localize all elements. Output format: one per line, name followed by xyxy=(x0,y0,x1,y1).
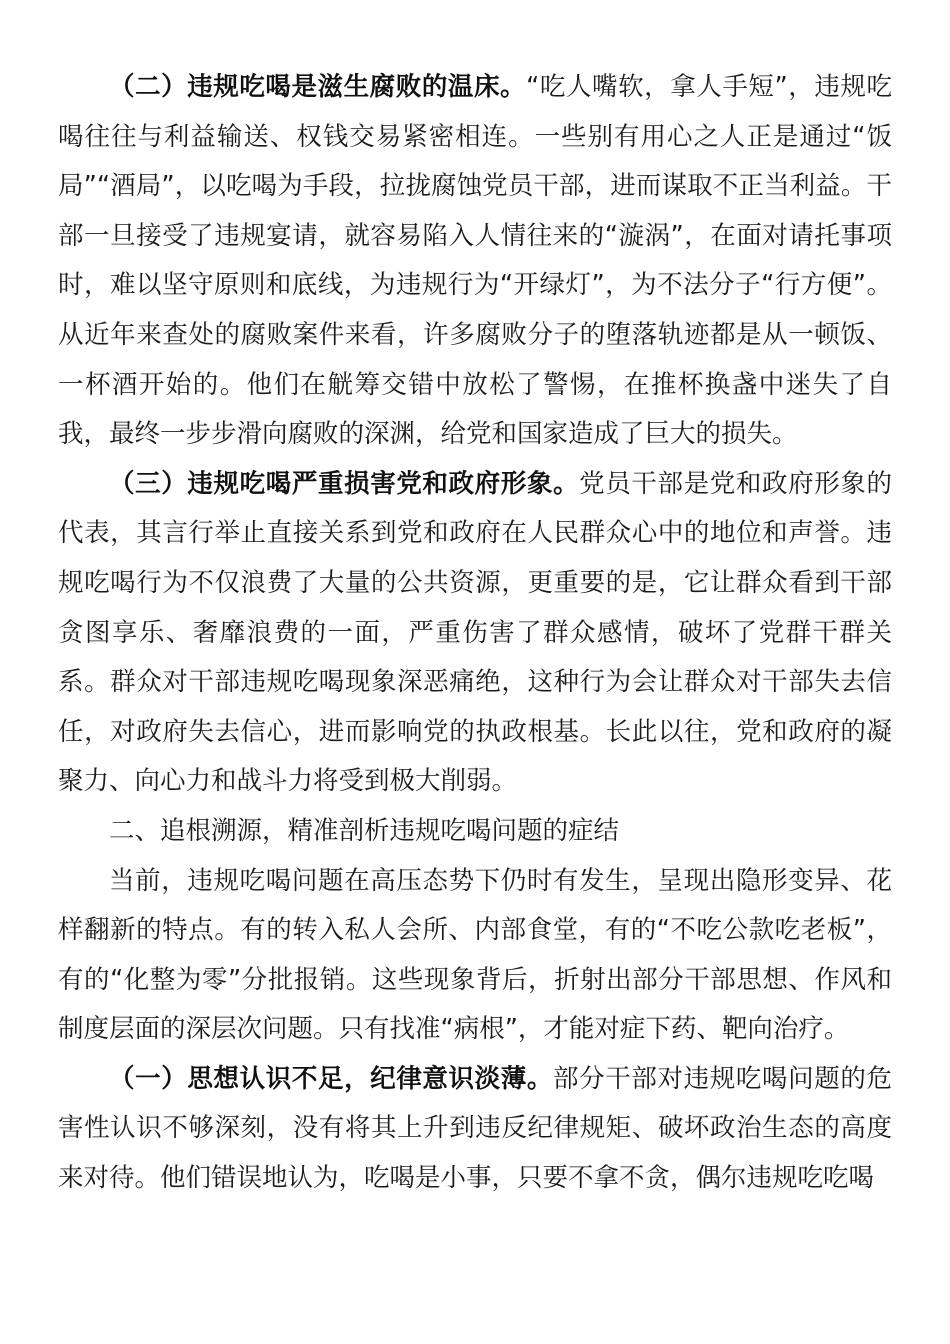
paragraph-body: 当前，违规吃喝问题在高压态势下仍时有发生，呈现出隐形变异、花样翻新的特点。有的转入私人会所、内部食堂，有的“不吃公款吃老板”，有的“化整为零”分批报销。这些现象背后，折射出部分干部思想、作风和制度层面的深层次问题。只有找准“病根”，才能对症下药、靶向治疗。 xyxy=(58,865,892,1045)
paragraph-heading: （三）违规吃喝严重损害党和政府形象。 xyxy=(109,468,580,499)
paragraph-ideological-awareness xyxy=(58,1055,892,1204)
document-page xyxy=(58,63,892,1204)
paragraph-body: “吃人嘴软，拿人手短”，违规吃喝往往与利益输送、权钱交易紧密相连。一些别有用心之人正是通过“饭局”“酒局”，以吃喝为手段，拉拢腐蚀党员干部，进而谋取不正当利益。干部一旦接受了违规宴请，就容易陷入人情往来的“漩涡”，在面对请托事项时，难以坚守原则和底线，为违规行为“开绿灯”，为不法分子“行方便”。从近年来查处的腐败案件来看，许多腐败分子的堕落轨迹都是从一顿饭、一杯酒开始的。他们在觥筹交错中放松了警惕，在推杯换盏中迷失了自我，最终一步步滑向腐败的深渊，给党和国家造成了巨大的损失。 xyxy=(58,72,892,450)
section-heading-text: 二、追根溯源，精准剖析违规吃喝问题的症结 xyxy=(109,815,620,846)
paragraph-party-image xyxy=(58,460,892,807)
paragraph-heading: （二）违规吃喝是滋生腐败的温床。 xyxy=(109,72,527,102)
paragraph-heading: （一）思想认识不足，纪律意识淡薄。 xyxy=(109,1063,554,1094)
paragraph-body: 党员干部是党和政府形象的代表，其言行举止直接关系到党和政府在人民群众心中的地位和声誉。违规吃喝行为不仅浪费了大量的公共资源，更重要的是，它让群众看到干部贪图享乐、奢靡浪费的一面，严重伤害了群众感情，破坏了党群干群关系。群众对干部违规吃喝现象深恶痛绝，这种行为会让群众对干部失去信任，对政府失去信心，进而影响党的执政根基。长此以往，党和政府的凝聚力、向心力和战斗力将受到极大削弱。 xyxy=(58,468,892,797)
section-heading-root-causes xyxy=(58,807,892,857)
paragraph-corruption-hotbed xyxy=(58,63,892,460)
paragraph-current-situation xyxy=(58,857,892,1055)
paragraph-body: 部分干部对违规吃喝问题的危害性认识不够深刻，没有将其上升到违反纪律规矩、破坏政治生态的高度来对待。他们错误地认为，吃喝是小事，只要不拿不贪，偶尔违规吃吃喝 xyxy=(58,1063,892,1194)
